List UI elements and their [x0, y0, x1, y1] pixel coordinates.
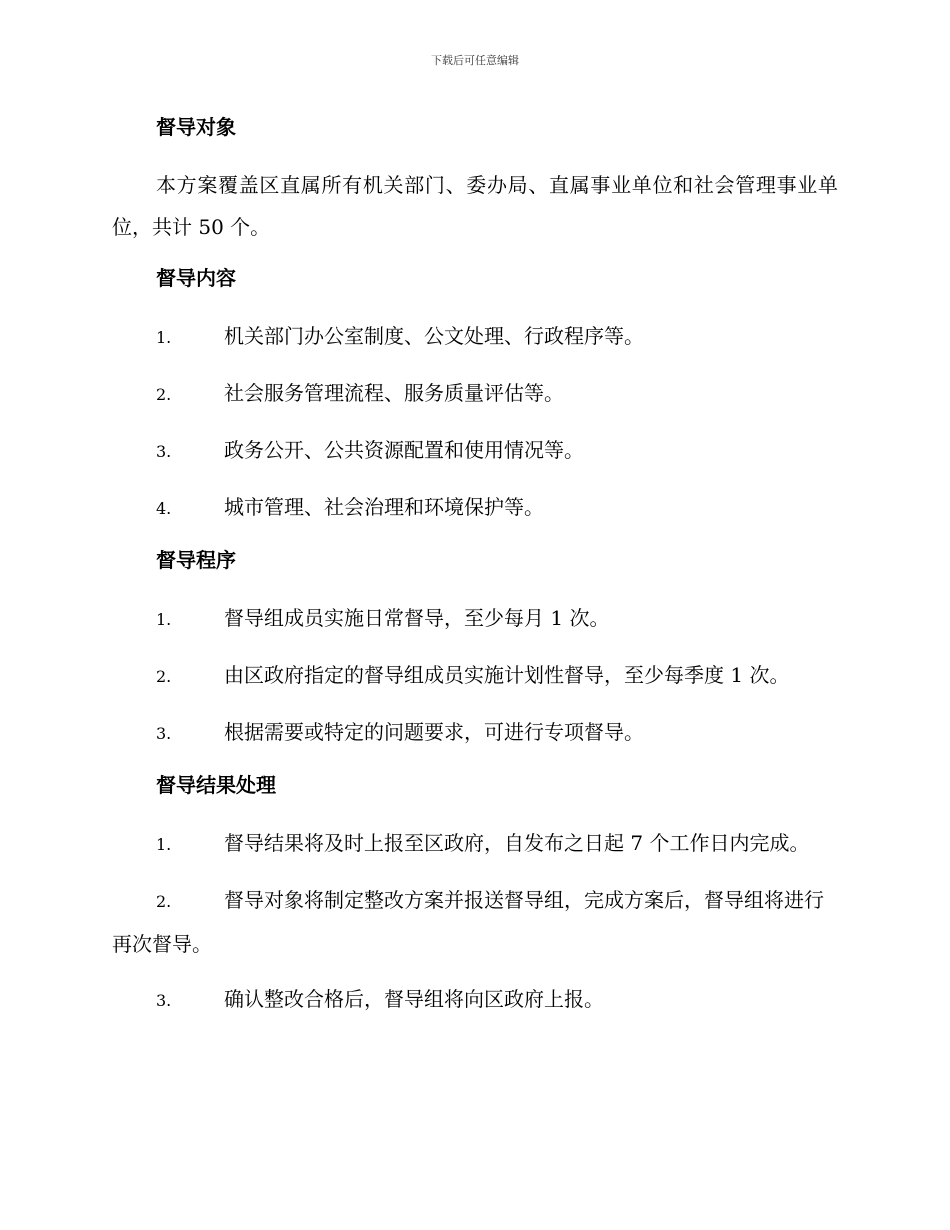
list-number: 2. [156, 892, 172, 911]
list-item [112, 315, 838, 359]
list-number: 1. [156, 835, 172, 854]
list-number: 1. [156, 328, 172, 347]
list-item [112, 597, 838, 641]
section-title-result-handling: 督导结果处理 [156, 773, 276, 797]
list-number: 2. [156, 385, 172, 404]
list-item [112, 429, 838, 473]
list-item [112, 711, 838, 755]
section-title-supervision-procedure: 督导程序 [156, 548, 236, 572]
result-list [112, 822, 838, 1022]
list-number: 4. [156, 499, 172, 518]
list-text: 根据需要或特定的问题要求，可进行专项督导。 [224, 720, 644, 744]
list-item [112, 879, 838, 965]
list-item [112, 372, 838, 416]
list-text: 督导结果将及时上报至区政府，自发布之日起 7 个工作日内完成。 [224, 831, 810, 855]
list-text: 由区政府指定的督导组成员实施计划性督导，至少每季度 1 次。 [224, 663, 790, 687]
list-item [112, 486, 838, 530]
list-text: 机关部门办公室制度、公文处理、行政程序等。 [224, 324, 644, 348]
section-title-supervision-content: 督导内容 [156, 266, 236, 290]
procedure-list [112, 597, 838, 755]
list-text: 督导对象将制定整改方案并报送督导组，完成方案后，督导组将进行再次督导。 [112, 888, 824, 956]
list-text: 社会服务管理流程、服务质量评估等。 [224, 381, 564, 405]
list-item [112, 978, 838, 1022]
list-text: 政务公开、公共资源配置和使用情况等。 [224, 438, 584, 462]
list-item [112, 654, 838, 698]
list-number: 1. [156, 610, 172, 629]
list-number: 2. [156, 667, 172, 686]
document-body [112, 110, 838, 1035]
list-text: 城市管理、社会治理和环境保护等。 [224, 495, 544, 519]
list-number: 3. [156, 991, 172, 1010]
list-text: 督导组成员实施日常督导，至少每月 1 次。 [224, 606, 610, 630]
section-paragraph: 本方案覆盖区直属所有机关部门、委办局、直属事业单位和社会管理事业单位，共计 50 个。 [112, 173, 838, 239]
list-text: 确认整改合格后，督导组将向区政府上报。 [224, 987, 604, 1011]
content-list [112, 315, 838, 530]
section-title-supervision-targets: 督导对象 [156, 115, 236, 139]
list-number: 3. [156, 724, 172, 743]
list-number: 3. [156, 442, 172, 461]
header-note: 下载后可任意编辑 [431, 54, 519, 67]
list-item [112, 822, 838, 866]
